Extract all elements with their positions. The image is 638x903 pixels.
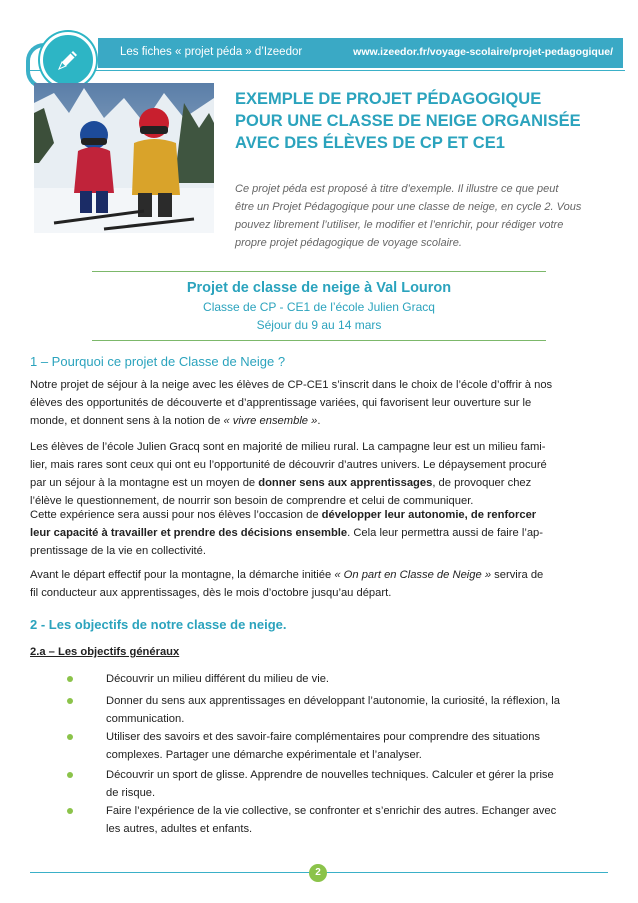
text-line: communication. [106,713,185,725]
header-series-title: Les fiches « projet péda » d’Izeedor [120,46,303,58]
project-dates: Séjour du 9 au 14 mars [256,318,382,332]
emphasis-text: « On part en Classe de Neige » [334,569,492,581]
bullet-icon [67,698,73,704]
bullet-icon [67,772,73,778]
emphasis-text: « vivre ensemble » [223,415,318,427]
text-span: . Cela leur permettra aussi de faire l’ap- [347,527,543,539]
project-title: Projet de classe de neige à Val Louron [186,280,452,296]
text-line: lier, mais rares sont ceux qui ont eu l’opportunité de découvrir d’autres univers. Le dépaysement procuré [30,459,547,471]
text-span: Avant le départ effectif pour la montagne, la démarche initiée [30,569,335,581]
header-line [30,70,625,71]
list-item [80,728,610,764]
logo [40,32,96,88]
section1-heading: 1 – Pourquoi ce projet de Classe de Neige ? [30,354,286,369]
page-header [0,20,638,70]
photo-illustration [34,83,214,233]
text-line: Notre projet de séjour à la neige avec les élèves de CP-CE1 s’inscrit dans le choix de l’école d’offrir à nos [30,379,553,391]
bullet-icon [67,734,73,740]
paragraph-3 [30,506,610,560]
text-line [30,566,610,584]
text-line: prentissage de la vie en collectivité. [30,545,206,557]
paragraph-4 [30,566,610,602]
list-item [80,802,610,838]
text-line [30,524,610,542]
project-class: Classe de CP - CE1 de l’école Julien Gracq [203,300,435,314]
divider-top [92,271,546,272]
text-span: monde, et donnent sens à la notion de [30,415,224,427]
text-span: servira de [491,569,544,581]
text-line: Découvrir un milieu différent du milieu de vie. [106,673,330,685]
text-line: l’élève le questionnement, de nourrir son besoin de comprendre et celui de communiquer. [30,495,474,507]
bullet-icon [67,808,73,814]
text-line: Utiliser des savoirs et des savoir-faire complémentaires pour comprendre des situations [106,731,541,743]
header-bar [98,38,623,68]
text-span: , de provoquer chez [432,477,532,489]
text-line [30,412,610,430]
text-line: complexes. Partager une démarche expérimentale et l’analyser. [106,749,422,761]
text-line: les autres, adultes et enfants. [106,823,253,835]
list-item [80,766,610,802]
list-item [80,692,610,728]
paragraph-2 [30,438,610,510]
ski-children-photo [34,83,214,233]
text-line [30,506,610,524]
intro-line: être un Projet Pédagogique pour une classe de neige, en cycle 2. Vous [235,201,582,213]
bold-text: donner sens aux apprentissages [258,477,433,489]
intro-line: Ce projet péda est proposé à titre d’exemple. Il illustre ce que peut [235,183,559,195]
title-line: EXEMPLE DE PROJET PÉDAGOGIQUE [235,90,542,108]
bold-text: développer leur autonomie, de renforcer [321,509,537,521]
header-url: www.izeedor.fr/voyage-scolaire/projet-pedagogique/ [353,46,613,58]
intro-paragraph [235,180,611,252]
bold-text: leur capacité à travailler et prendre des décisions ensemble [30,527,348,539]
text-span: Cette expérience sera aussi pour nos élèves l’occasion de [30,509,322,521]
text-span: . [317,415,321,427]
text-line [30,474,610,492]
text-line: de risque. [106,787,156,799]
intro-line: propre projet pédagogique de voyage scolaire. [235,237,462,249]
section2-heading: 2 - Les objectifs de notre classe de neige. [30,617,287,632]
text-line: Faire l’expérience de la vie collective, se confronter et s’enrichir des autres. Echanger avec [106,805,557,817]
title-line: AVEC DES ÉLÈVES DE CP ET CE1 [235,134,505,152]
text-line: fil conducteur aux apprentissages, dès le mois d’octobre jusqu’au départ. [30,587,392,599]
text-line: Donner du sens aux apprentissages en développant l’autonomie, la curiosité, la réflexion, la [106,695,560,707]
intro-line: pouvez librement l’utiliser, le modifier et l’enrichir, pour rédiger votre [235,219,564,231]
text-line: Découvrir un sport de glisse. Apprendre de nouvelles techniques. Calculer et gérer la prise [106,769,554,781]
page-number: 2 [309,864,327,882]
list-item [80,670,610,688]
bullet-icon [67,676,73,682]
text-line: Les élèves de l’école Julien Gracq sont en majorité de milieu rural. La campagne leur est un milieu fami- [30,441,546,453]
divider-bottom [92,340,546,341]
text-span: par un séjour à la montagne est un moyen de [30,477,259,489]
text-line: élèves des opportunités de découverte et d’apprentissage variées, qui favorisent leur ouverture sur le [30,397,532,409]
document-title [235,88,615,154]
paragraph-1 [30,376,610,430]
pen-icon [55,47,81,73]
subsection-heading: 2.a – Les objectifs généraux [30,646,180,658]
title-line: POUR UNE CLASSE DE NEIGE ORGANISÉE [235,112,581,130]
